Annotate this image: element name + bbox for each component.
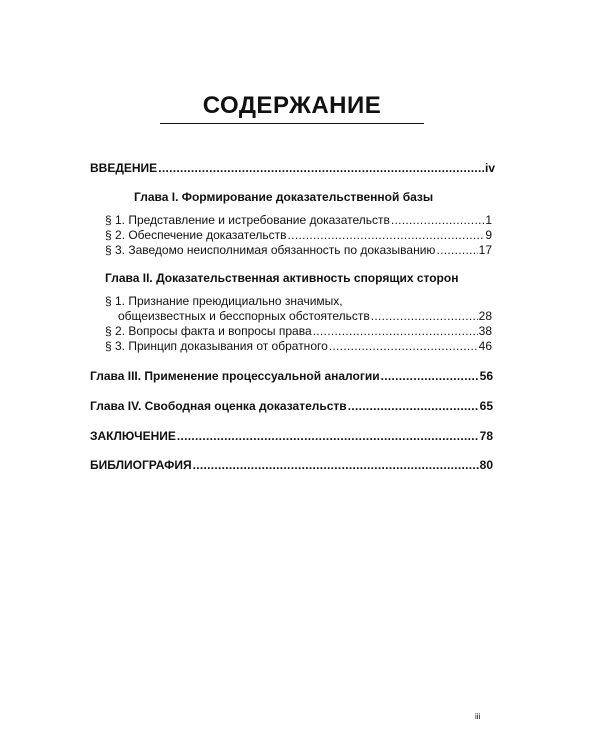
toc-entry-chapter-4[interactable] <box>90 399 493 413</box>
toc-entry-label: § 3. Заведомо неисполнимая обязанность по доказыванию <box>105 243 436 257</box>
chapter-2-heading: Глава II. Доказательственная активность спорящих сторон <box>105 271 459 285</box>
page-number: iii <box>475 712 481 721</box>
toc-entry-label: Глава III. Применение процессуальной аналогии <box>90 369 380 383</box>
toc-entry-page: 78 <box>479 429 493 443</box>
dot-leader <box>381 369 479 383</box>
toc-entry-label: § 2. Вопросы факта и вопросы права <box>105 324 312 338</box>
toc-entry-page: iv <box>484 161 495 175</box>
toc-entry-page: 17 <box>478 243 492 257</box>
toc-entry-page: 1 <box>485 213 492 227</box>
toc-entry-ch1-sec3[interactable] <box>105 243 492 257</box>
toc-entry-label: общеизвестных и бесспорных обстоятельств <box>118 309 370 323</box>
dot-leader <box>329 339 478 353</box>
toc-entry-page: 28 <box>478 309 492 323</box>
dot-leader <box>193 458 479 472</box>
toc-entry-ch1-sec2[interactable] <box>105 228 492 242</box>
dot-leader <box>436 243 477 257</box>
toc-entry-ch2-sec1-line1[interactable]: § 1. Признание преюдициально значимых, <box>105 294 343 308</box>
toc-entry-intro[interactable] <box>90 161 495 175</box>
toc-entry-ch2-sec3[interactable] <box>105 339 492 353</box>
toc-entry-label: ВВЕДЕНИЕ <box>90 161 158 175</box>
dot-leader <box>348 399 479 413</box>
dot-leader <box>288 228 485 242</box>
toc-entry-page: 46 <box>478 339 492 353</box>
toc-entry-label: БИБЛИОГРАФИЯ <box>90 458 192 472</box>
dot-leader <box>313 324 478 338</box>
page-title: СОДЕРЖАНИЕ <box>202 92 382 119</box>
toc-entry-page: 9 <box>485 228 492 242</box>
toc-entry-label: Глава IV. Свободная оценка доказательств <box>90 399 347 413</box>
dot-leader <box>177 429 479 443</box>
toc-entry-ch2-sec1[interactable] <box>118 309 492 323</box>
toc-entry-label: § 1. Представление и истребование доказательств <box>105 213 390 227</box>
dot-leader <box>371 309 478 323</box>
title-underline <box>160 123 424 124</box>
toc-entry-chapter-3[interactable] <box>90 369 493 383</box>
toc-entry-ch1-sec1[interactable] <box>105 213 492 227</box>
toc-entry-label: ЗАКЛЮЧЕНИЕ <box>90 429 176 443</box>
toc-entry-label: § 3. Принцип доказывания от обратного <box>105 339 328 353</box>
toc-entry-ch2-sec2[interactable] <box>105 324 492 338</box>
chapter-1-heading: Глава I. Формирование доказательственной базы <box>134 190 434 204</box>
dot-leader <box>391 213 484 227</box>
toc-entry-page: 65 <box>479 399 493 413</box>
toc-entry-conclusion[interactable] <box>90 429 493 443</box>
toc-entry-page: 80 <box>479 458 493 472</box>
toc-entry-label: § 2. Обеспечение доказательств <box>105 228 287 242</box>
toc-entry-bibliography[interactable] <box>90 458 493 472</box>
toc-entry-page: 56 <box>479 369 493 383</box>
toc-entry-page: 38 <box>478 324 492 338</box>
dot-leader <box>158 161 484 175</box>
